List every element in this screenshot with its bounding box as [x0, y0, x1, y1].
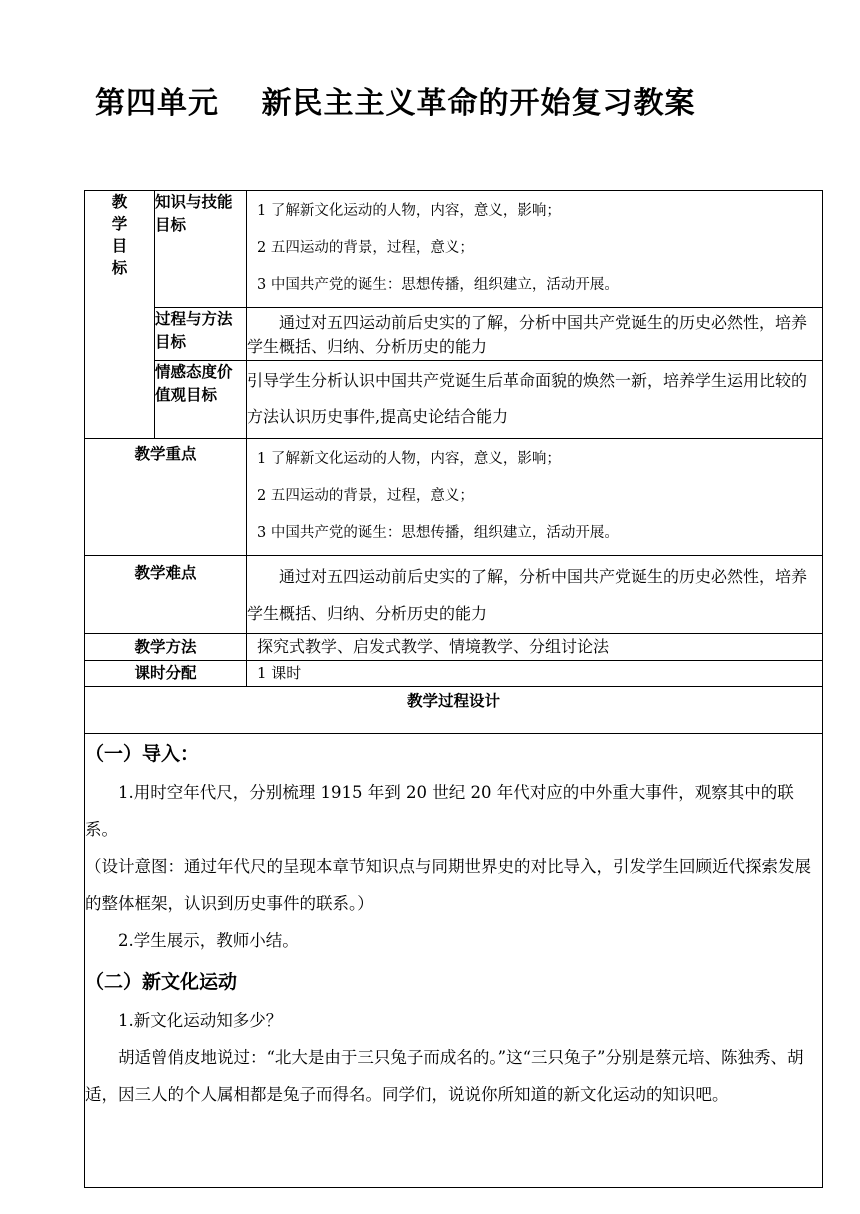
key-points-label: 教学重点 [85, 439, 247, 556]
paragraph: 2.学生展示，教师小结。 [118, 931, 299, 950]
process-design-label: 教学过程设计 [85, 687, 823, 734]
list-item: 1 了解新文化运动的人物，内容，意义，影响； [257, 451, 561, 467]
hours-label: 课时分配 [85, 661, 247, 687]
objectives-knowledge-row [85, 191, 823, 308]
list-item: 1 了解新文化运动的人物，内容，意义，影响； [257, 203, 561, 219]
emotion-objective-content: 引导学生分析认识中国共产党诞生后革命面貌的焕然一新，培养学生运用比较的方法认识历史事件,提高史论结合能力 [247, 361, 823, 439]
paragraph: （设计意图：通过年代尺的呈现本章节知识点与同期世界史的对比导入，引发学生回顾近代探索发展的整体框架，认识到历史事件的联系。） [85, 857, 811, 913]
paragraph: 1.用时空年代尺，分别梳理 1915 年到 20 世纪 20 年代对应的中外重大事件，观察其中的联系。 [85, 783, 794, 839]
hours-content: 1 课时 [247, 661, 823, 687]
emotion-objective-label: 情感态度价值观目标 [155, 361, 247, 439]
difficulties-row [85, 556, 823, 634]
list-item: 2 五四运动的背景，过程，意义； [257, 488, 474, 504]
process-objective-label: 过程与方法目标 [155, 308, 247, 361]
objectives-emotion-row [85, 361, 823, 439]
knowledge-objective-content [247, 191, 823, 308]
methods-content: 探究式教学、启发式教学、情境教学、分组讨论法 [247, 634, 823, 661]
process-content [85, 734, 823, 1188]
difficulties-label: 教学难点 [85, 556, 247, 634]
paragraph: 胡适曾俏皮地说过：“北大是由于三只兔子而成名的。”这“三只兔子”分别是蔡元培、陈独秀、胡适，因三人的个人属相都是兔子而得名。同学们，说说你所知道的新文化运动的知识吧。 [85, 1048, 804, 1104]
objectives-process-row [85, 308, 823, 361]
objectives-label-char: 学 [111, 215, 128, 233]
page-title: 第四单元 新民主主义革命的开始复习教案 [95, 86, 696, 121]
paragraph: 1.新文化运动知多少？ [118, 1011, 283, 1030]
section-heading: （一）导入： [85, 743, 200, 765]
methods-row [85, 634, 823, 661]
process-content-row [85, 734, 823, 1188]
difficulties-content: 通过对五四运动前后史实的了解，分析中国共产党诞生的历史必然性，培养学生概括、归纳、分析历史的能力 [247, 556, 823, 634]
section-heading: （二）新文化运动 [85, 971, 238, 993]
objectives-label-char: 标 [111, 259, 128, 277]
process-objective-content: 通过对五四运动前后史实的了解，分析中国共产党诞生的历史必然性，培养学生概括、归纳、分析历史的能力 [247, 308, 823, 361]
objectives-label-char: 教 [111, 193, 128, 211]
key-points-content [247, 439, 823, 556]
list-item: 3 中国共产党的诞生：思想传播，组织建立，活动开展。 [257, 277, 619, 293]
list-item: 3 中国共产党的诞生：思想传播，组织建立，活动开展。 [257, 525, 619, 541]
process-design-row [85, 687, 823, 734]
list-item: 2 五四运动的背景，过程，意义； [257, 240, 474, 256]
objectives-label [85, 191, 155, 439]
methods-label: 教学方法 [85, 634, 247, 661]
objectives-label-char: 目 [111, 237, 128, 255]
hours-row [85, 661, 823, 687]
key-points-row [85, 439, 823, 556]
knowledge-objective-label: 知识与技能目标 [155, 191, 247, 308]
lesson-plan-table [84, 190, 823, 1188]
